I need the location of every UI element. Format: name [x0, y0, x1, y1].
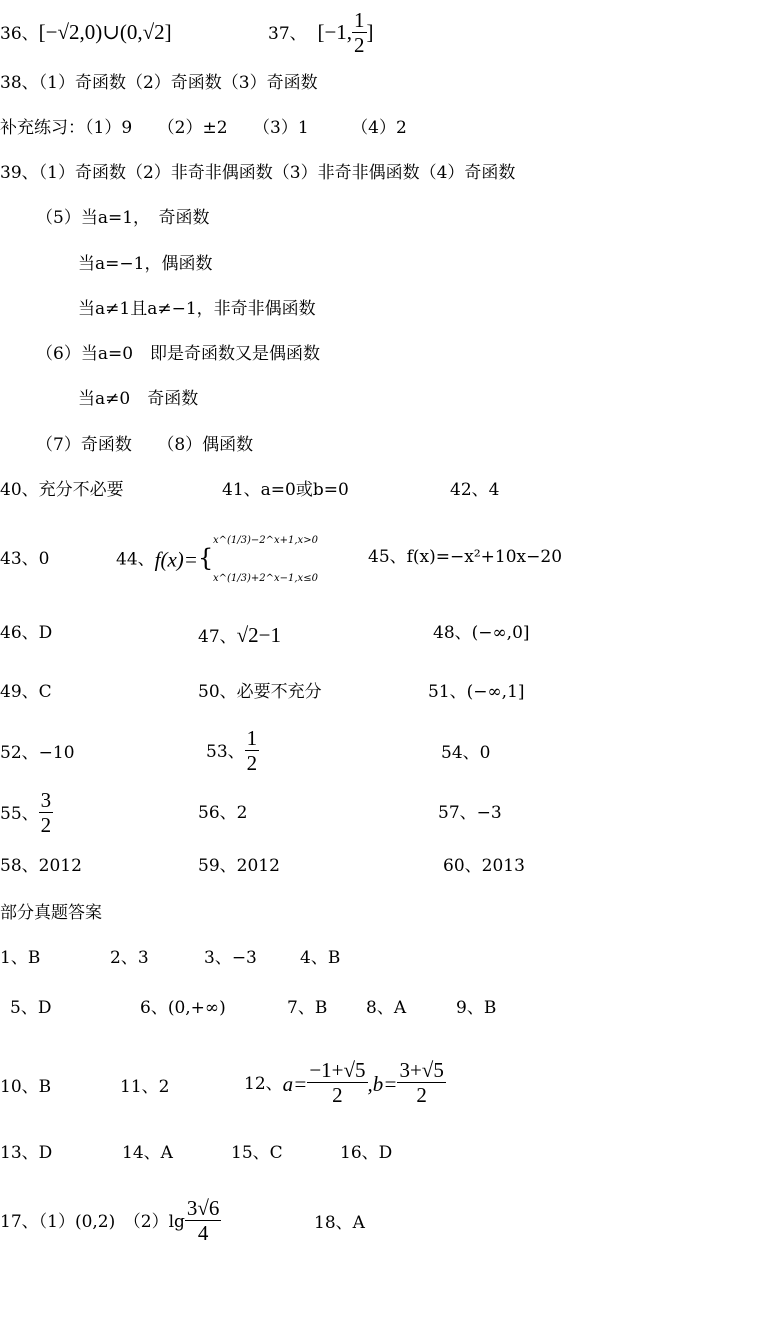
answer-44-number: 44、	[116, 549, 155, 570]
answer-46: 46、D	[0, 623, 53, 643]
answer-39-78: （7）奇函数 （8）偶函数	[36, 435, 254, 455]
answer-40: 40、充分不必要	[0, 480, 124, 500]
answer-39-6b: 当a≠0 奇函数	[78, 389, 199, 409]
real-answer-12-a-fraction	[307, 1058, 367, 1107]
real-answer-12	[244, 1060, 446, 1109]
answer-50: 50、必要不充分	[198, 682, 322, 702]
piecewise-case-1: x^(1/3)−2^x+1,x>0	[212, 535, 318, 546]
answer-48: 48、(−∞,0]	[433, 623, 530, 643]
answer-51: 51、(−∞,1]	[428, 682, 525, 702]
answer-37-prefix: [−1,	[317, 20, 353, 45]
real-answer-2: 2、3	[110, 948, 149, 968]
real-answer-12-a-lhs: a=	[282, 1072, 308, 1097]
answer-54: 54、0	[441, 743, 491, 763]
answer-38: 38、（1）奇函数（2）奇函数（3）奇函数	[0, 73, 318, 93]
answer-53-fraction	[245, 726, 260, 775]
real-answer-17-numerator: 3√6	[186, 1196, 220, 1220]
piecewise-case-2: x^(1/3)+2^x−1,x≤0	[212, 573, 318, 584]
real-answer-8: 8、A	[366, 998, 407, 1018]
real-answer-18: 18、A	[314, 1213, 365, 1233]
answer-44-lhs: f(x)=	[154, 547, 198, 572]
real-answer-6: 6、(0,+∞)	[140, 998, 226, 1018]
real-answer-12-a-numerator: −1+√5	[309, 1058, 366, 1082]
answer-47	[198, 625, 281, 646]
real-answer-13: 13、D	[0, 1143, 53, 1163]
real-answer-17-prefix: 17、（1）(0,2) （2）lg	[0, 1212, 185, 1233]
answer-53-denominator: 2	[246, 751, 258, 776]
answer-39-5c: 当a≠1且a≠−1，非奇非偶函数	[78, 299, 316, 319]
real-answer-10: 10、B	[0, 1077, 52, 1097]
real-answer-9: 9、B	[456, 998, 497, 1018]
answer-37-suffix: ]	[366, 20, 374, 45]
answer-36-expression: [−√2,0)∪(0,√2]	[38, 20, 172, 44]
answer-53-numerator: 1	[246, 726, 258, 750]
answer-41: 41、a=0或b=0	[222, 480, 349, 500]
real-answer-17	[0, 1198, 221, 1247]
answer-55-fraction	[39, 788, 54, 837]
answer-55-denominator: 2	[40, 813, 52, 838]
real-answer-17-denominator: 4	[197, 1221, 209, 1246]
real-answer-12-number: 12、	[244, 1074, 283, 1095]
answer-55-number: 55、	[0, 804, 39, 825]
answer-39-6a: （6）当a=0 即是奇函数又是偶函数	[36, 344, 321, 364]
piecewise-brace: {	[197, 544, 214, 572]
answer-39-5b: 当a=−1，偶函数	[78, 254, 213, 274]
section-heading: 部分真题答案	[0, 903, 102, 923]
answer-42: 42、4	[450, 480, 500, 500]
answer-55-numerator: 3	[40, 788, 52, 812]
real-answer-11: 11、2	[120, 1077, 170, 1097]
answer-39: 39、（1）奇函数（2）非奇非偶函数（3）非奇非偶函数（4）奇函数	[0, 163, 516, 183]
answer-36-number: 36、	[0, 24, 39, 44]
real-answer-3: 3、−3	[204, 948, 257, 968]
answer-57: 57、−3	[438, 803, 502, 823]
answer-37-denominator: 2	[354, 33, 365, 58]
answer-56: 56、2	[198, 803, 248, 823]
answer-44	[116, 530, 318, 590]
answer-49: 49、C	[0, 682, 52, 702]
real-answer-1: 1、B	[0, 948, 41, 968]
answer-45: 45、f(x)=−x²+10x−20	[368, 547, 563, 567]
answer-52: 52、−10	[0, 743, 75, 763]
answer-37-fraction	[352, 8, 367, 57]
real-answer-5: 5、D	[10, 998, 52, 1018]
answer-59: 59、2012	[198, 856, 280, 876]
real-answer-12-b-numerator: 3+√5	[399, 1058, 444, 1082]
piecewise-function	[197, 530, 318, 590]
answer-47-expression: √2−1	[236, 623, 282, 647]
real-answer-12-a-denominator: 2	[332, 1083, 343, 1108]
answer-37-number: 37、	[268, 24, 307, 45]
answer-37	[268, 10, 374, 59]
real-answer-16: 16、D	[340, 1143, 393, 1163]
answer-60: 60、2013	[443, 856, 525, 876]
answer-36	[0, 22, 172, 43]
real-answer-14: 14、A	[122, 1143, 173, 1163]
real-answer-7: 7、B	[287, 998, 328, 1018]
real-answer-12-b-fraction	[397, 1058, 445, 1107]
real-answer-15: 15、C	[231, 1143, 283, 1163]
answer-47-number: 47、	[198, 627, 237, 647]
answer-55	[0, 790, 53, 839]
supplementary-exercise: 补充练习：（1）9 （2）±2 （3）1 （4）2	[0, 118, 407, 138]
answer-37-numerator: 1	[354, 8, 365, 32]
answer-58: 58、2012	[0, 856, 82, 876]
answer-43: 43、0	[0, 549, 50, 569]
answer-53	[206, 728, 259, 777]
answer-53-number: 53、	[206, 742, 245, 763]
real-answer-12-b-denominator: 2	[416, 1083, 427, 1108]
answer-39-5a: （5）当a=1， 奇函数	[36, 208, 210, 228]
real-answer-17-fraction	[185, 1196, 222, 1245]
real-answer-4: 4、B	[300, 948, 341, 968]
real-answer-12-b-lhs: ,b=	[367, 1072, 398, 1097]
